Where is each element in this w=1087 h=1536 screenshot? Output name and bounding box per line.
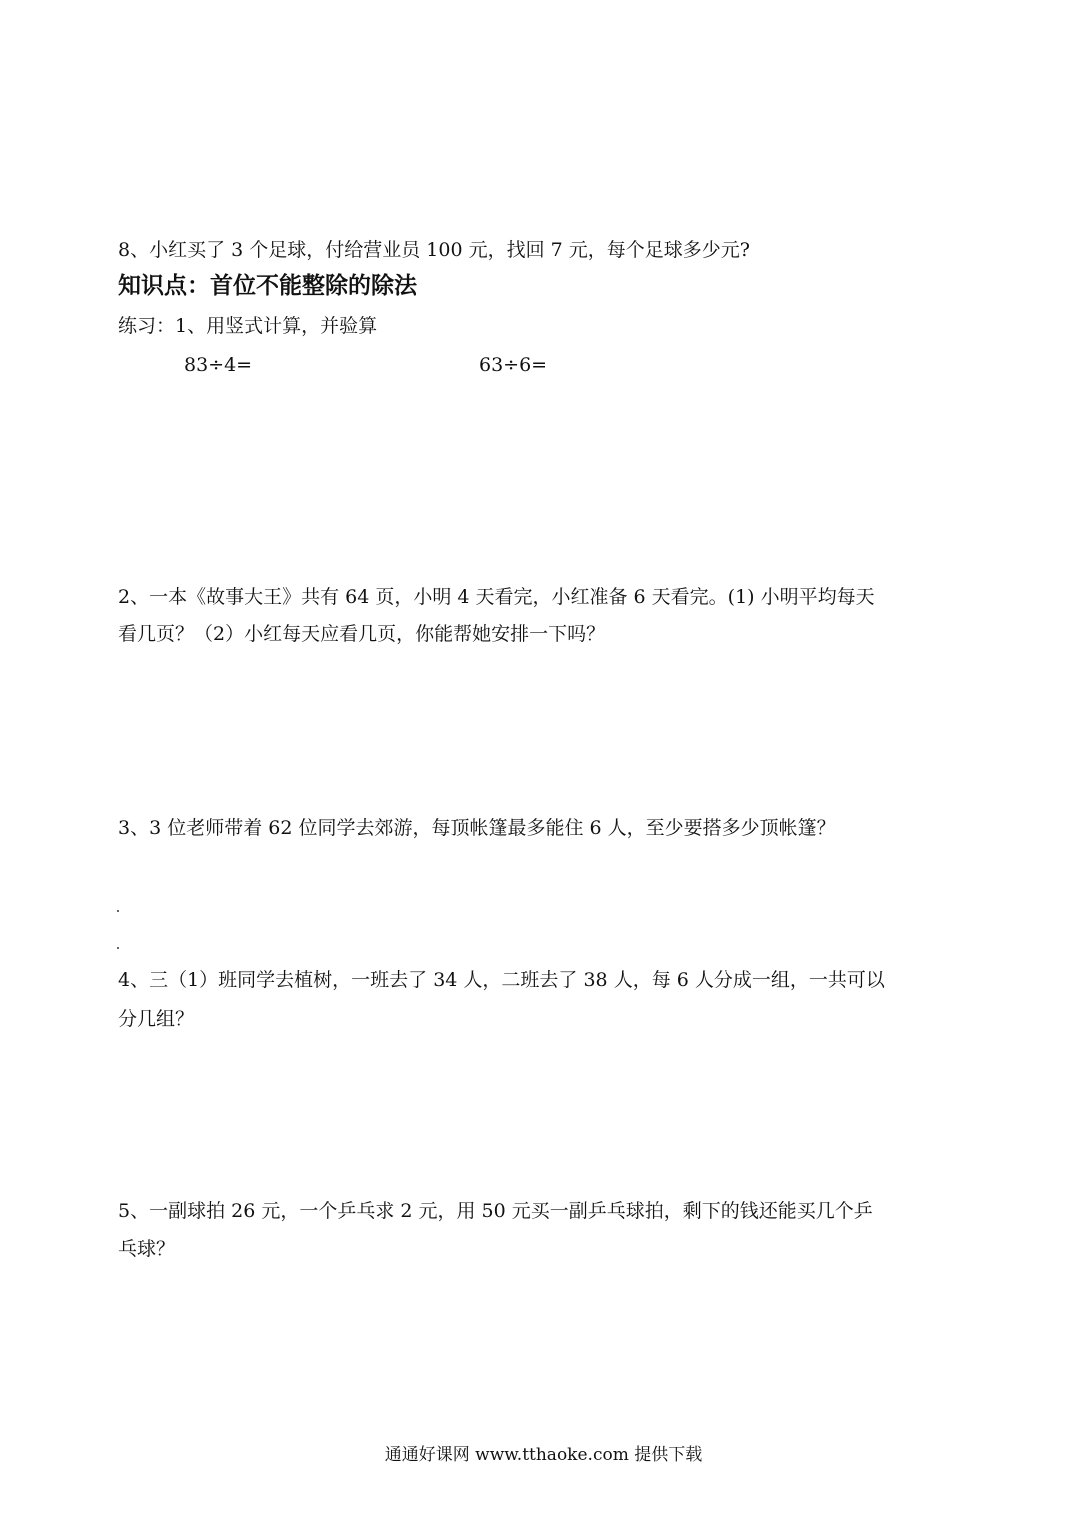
problem-8: 8、小红买了 3 个足球，付给营业员 100 元，找回 7 元，每个足球多少元? [118,239,750,261]
section-title: 知识点：首位不能整除的除法 [118,273,417,299]
stray-mark [117,910,119,912]
problem-2-line-1: 2、一本《故事大王》共有 64 页，小明 4 天看完，小红准备 6 天看完。(1) 小明平均每天 [118,586,875,608]
problem-3: 3、3 位老师带着 62 位同学去郊游，每顶帐篷最多能住 6 人，至少要搭多少顶帐篷？ [118,817,836,839]
problem-4-line-2: 分几组？ [118,1008,195,1030]
page-footer: 通通好课网 www.tthaoke.com 提供下载 [384,1445,703,1465]
problem-5-line-1: 5、一副球拍 26 元，一个乒乓求 2 元，用 50 元买一副乒乓球拍，剩下的钱还能买几个乒 [118,1200,873,1222]
exercise-intro: 练习：1、用竖式计算，并验算 [118,315,378,337]
problem-5-line-2: 乓球？ [118,1238,176,1260]
calc-problem-2: 63÷6= [479,354,548,376]
calc-problem-1: 83÷4= [184,354,253,376]
problem-2-line-2: 看几页？（2）小红每天应看几页，你能帮她安排一下吗？ [118,623,606,645]
stray-mark [117,947,119,949]
problem-4-line-1: 4、三（1）班同学去植树，一班去了 34 人，二班去了 38 人，每 6 人分成一组，一共可以 [118,969,885,991]
